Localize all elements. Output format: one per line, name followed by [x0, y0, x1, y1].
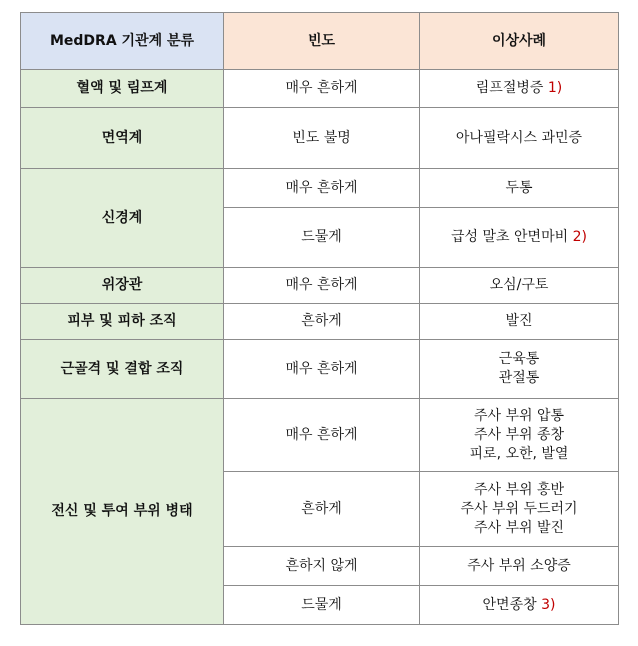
event-cell: 오심/구토	[420, 268, 619, 304]
table-row	[21, 108, 619, 169]
frequency-cell: 매우 흔하게	[224, 399, 420, 472]
event-text: 급성 말초 안면마비	[451, 229, 569, 245]
event-cell	[420, 472, 619, 547]
event-text: 근육통	[498, 351, 540, 367]
event-text: 주사 부위 압통	[473, 407, 565, 424]
event-cell	[420, 586, 619, 625]
event-text: 관절통	[498, 370, 540, 386]
event-cell: 아나필락시스 과민증	[420, 108, 619, 169]
reference-mark: 3)	[541, 596, 556, 613]
event-text: 주사 부위 종창	[473, 426, 565, 443]
frequency-cell: 흔하게	[224, 472, 420, 547]
event-cell: 발진	[420, 304, 619, 340]
event-cell	[420, 70, 619, 108]
frequency-cell: 흔하지 않게	[224, 547, 420, 586]
frequency-cell: 매우 흔하게	[224, 169, 420, 208]
event-text: 안면종창	[482, 596, 537, 613]
event-cell: 두통	[420, 169, 619, 208]
event-cell: 주사 부위 소양증	[420, 547, 619, 586]
event-text: 피로, 오한, 발열	[469, 445, 569, 462]
frequency-cell: 매우 흔하게	[224, 340, 420, 399]
frequency-cell: 흔하게	[224, 304, 420, 340]
table-row	[21, 268, 619, 304]
header-adverse-event: 이상사례	[420, 13, 619, 70]
table-row	[21, 399, 619, 472]
event-cell	[420, 399, 619, 472]
category-cell: 근골격 및 결합 조직	[21, 340, 224, 399]
reference-mark: 1)	[547, 80, 563, 96]
header-frequency: 빈도	[224, 13, 420, 70]
frequency-cell: 매우 흔하게	[224, 70, 420, 108]
event-cell	[420, 208, 619, 268]
header-category: MedDRA 기관계 분류	[21, 13, 224, 70]
table-row	[21, 340, 619, 399]
category-cell: 면역계	[21, 108, 224, 169]
reference-mark: 2)	[572, 229, 587, 245]
event-text: 주사 부위 홍반	[473, 481, 565, 498]
category-cell: 전신 및 투여 부위 병태	[21, 399, 224, 625]
event-cell	[420, 340, 619, 399]
table-row	[21, 70, 619, 108]
category-cell: 신경계	[21, 169, 224, 268]
frequency-cell: 드물게	[224, 208, 420, 268]
table-row	[21, 304, 619, 340]
table-row	[21, 169, 619, 208]
category-cell: 위장관	[21, 268, 224, 304]
frequency-cell: 드물게	[224, 586, 420, 625]
frequency-cell: 빈도 불명	[224, 108, 420, 169]
event-text: 주사 부위 발진	[473, 519, 565, 536]
category-cell: 피부 및 피하 조직	[21, 304, 224, 340]
event-text: 림프절병증	[475, 80, 544, 96]
event-text: 주사 부위 두드러기	[460, 500, 578, 517]
header-row	[21, 13, 619, 70]
adverse-events-table	[20, 12, 619, 625]
category-cell: 혈액 및 림프계	[21, 70, 224, 108]
frequency-cell: 매우 흔하게	[224, 268, 420, 304]
